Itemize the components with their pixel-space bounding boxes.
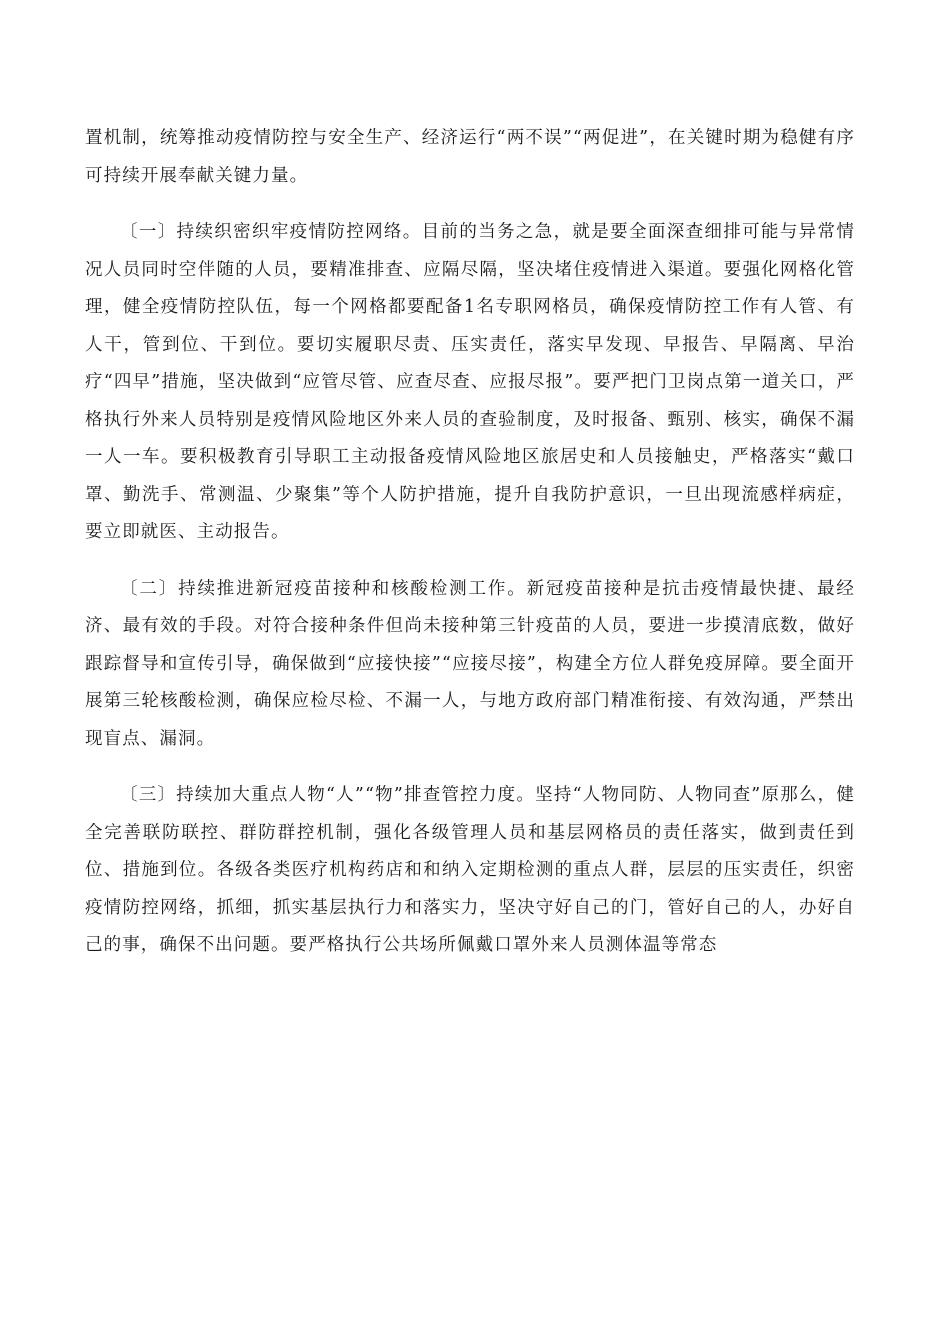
paragraph-section-3: 〔三〕持续加大重点人物“人”“物”排查管控力度。坚持“人物同防、人物同查”原那么，健全完善联防联控、群防群控机制，强化各级管理人员和基层网格员的责任落实，做到责任到位、措施到位。各级各类医疗机构药店和和纳入定期检测的重点人群，层层的压实责任，织密疫情防控网络，抓细，抓实基层执行力和落实力，坚决守好自己的门，管好自己的人，办好自己的事，确保不出问题。要严格执行公共场所佩戴口罩外来人员测体温等常态 (85, 785, 855, 955)
paragraph-section-1: 〔一〕持续织密织牢疫情防控网络。目前的当务之急，就是要全面深查细排可能与异常情况人员同时空伴随的人员，要精准排查、应隔尽隔，坚决堵住疫情进入渠道。要强化网格化管理，健全疫情防控队伍，每一个网格都要配备1名专职网格员，确保疫情防控工作有人管、有人干，管到位、干到位。要切实履职尽责、压实责任，落实早发现、早报告、早隔离、早治疗“四早”措施，坚决做到“应管尽管、应查尽查、应报尽报”。要严把门卫岗点第一道关口，严格执行外来人员特别是疫情风险地区外来人员的查验制度，及时报备、甄别、核实，确保不漏一人一车。要积极教育引导职工主动报备疫情风险地区旅居史和人员接触史，严格落实“戴口罩、勤洗手、常测温、少聚集”等个人防护措施，提升自我防护意识，一旦出现流感样病症，要立即就医、主动报告。 (85, 222, 855, 542)
paragraph-section-2: 〔二〕持续推进新冠疫苗接种和核酸检测工作。新冠疫苗接种是抗击疫情最快捷、最经济、最有效的手段。对符合接种条件但尚未接种第三针疫苗的人员，要进一步摸清底数，做好跟踪督导和宣传引导，确保做到“应接快接”“应接尽接”，构建全方位人群免疫屏障。要全面开展第三轮核酸检测，确保应检尽检、不漏一人，与地方政府部门精准衔接、有效沟通，严禁出现盲点、漏洞。 (85, 578, 855, 749)
paragraph-intro-continuation: 置机制，统筹推动疫情防控与安全生产、经济运行“两不误”“两促进”，在关键时期为稳健有序可持续开展奉献关键力量。 (85, 128, 855, 186)
document-body (85, 120, 855, 965)
